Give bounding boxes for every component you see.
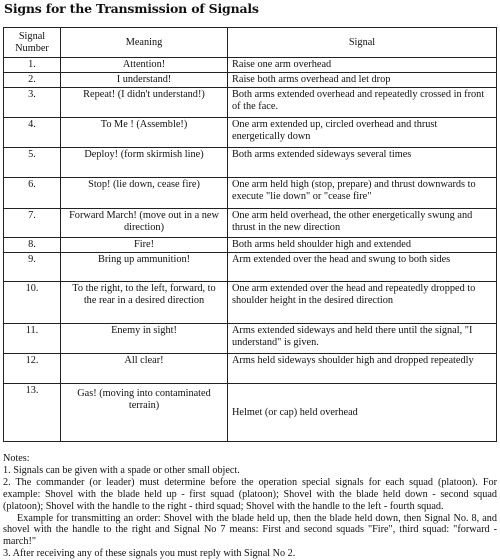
table-row [4,253,497,282]
signal-number-cell: 9. [4,253,61,282]
table-row [4,178,497,209]
signal-cell: Arm extended over the head and swung to both sides [228,253,497,282]
notes-heading: Notes: [3,453,30,464]
signal-cell: Both arms held shoulder high and extended [228,238,497,253]
meaning-cell: Gas! (moving into contaminated terrain) [61,384,228,442]
signal-cell: Raise one arm overhead [228,58,497,73]
note-item: 2. The commander (or leader) must determine before the operation special signals for each squad (platoon). For example: Shovel with the blade held up - first squad (platoon); Shovel with the blade held down - second squad (platoon); Shovel with the handle to the right - third squad; Shovel with the handle to the left - fourth squad. [3,476,497,512]
meaning-cell: Stop! (lie down, cease fire) [61,178,228,209]
signal-number-cell: 7. [4,209,61,238]
signal-cell: One arm held high (stop, prepare) and thrust downwards to execute "lie down" or "cease fire" [228,178,497,209]
table-row [4,282,497,324]
signal-number-cell: 6. [4,178,61,209]
column-header-signal: Signal [228,28,497,58]
table-row [4,209,497,238]
notes-section [3,453,497,560]
note-item: 1. Signals can be given with a spade or other small object. [3,464,240,476]
signal-number-cell: 10. [4,282,61,324]
note-example: Example for transmitting an order: Shovel with the blade held up, then the blade held down, then Signal No. 8, and shovel with the handle to the right and Signal No 7 means: First and second squads "Fire", third squad: "forward - march!" [3,512,497,548]
page-title: Signs for the Transmission of Signals [4,1,259,16]
signal-cell: Arms extended sideways and held there until the signal, "I understand" is given. [228,324,497,354]
table-row [4,354,497,384]
meaning-cell: To the right, to the left, forward, to the rear in a desired direction [61,282,228,324]
meaning-cell: Enemy in sight! [61,324,228,354]
table-row [4,118,497,148]
signal-number-cell: 13. [4,384,61,442]
signals-table [3,27,497,442]
signal-cell: Helmet (or cap) held overhead [228,384,497,442]
meaning-cell: Repeat! (I didn't understand!) [61,88,228,118]
signal-cell: Arms held sideways shoulder high and dropped repeatedly [228,354,497,384]
signal-cell: Raise both arms overhead and let drop [228,73,497,88]
table-row [4,384,497,442]
meaning-cell: Forward March! (move out in a new direction) [61,209,228,238]
table-row [4,324,497,354]
signal-cell: One arm extended over the head and repeatedly dropped to shoulder height in the desired direction [228,282,497,324]
meaning-cell: To Me ! (Assemble!) [61,118,228,148]
signal-number-cell: 5. [4,148,61,178]
signal-number-cell: 12. [4,354,61,384]
table-row [4,73,497,88]
signal-number-cell: 3. [4,88,61,118]
meaning-cell: Bring up ammunition! [61,253,228,282]
signal-cell: One arm extended up, circled overhead and thrust energetically down [228,118,497,148]
table-row [4,88,497,118]
table-row [4,148,497,178]
signal-number-cell: 2. [4,73,61,88]
column-header-meaning: Meaning [61,28,228,58]
table-header-row [4,28,497,58]
table-row [4,58,497,73]
signal-number-cell: 11. [4,324,61,354]
signal-number-cell: 8. [4,238,61,253]
meaning-cell: All clear! [61,354,228,384]
table-row [4,238,497,253]
note-item: 3. After receiving any of these signals you must reply with Signal No 2. [3,548,296,560]
signal-cell: One arm held overhead, the other energetically swung and thrust in the new direction [228,209,497,238]
meaning-cell: Attention! [61,58,228,73]
column-header-signal-number: Signal Number [4,28,61,58]
signal-cell: Both arms extended sideways several times [228,148,497,178]
meaning-cell: Deploy! (form skirmish line) [61,148,228,178]
meaning-cell: Fire! [61,238,228,253]
signal-cell: Both arms extended overhead and repeatedly crossed in front of the face. [228,88,497,118]
signal-number-cell: 1. [4,58,61,73]
meaning-cell: I understand! [61,73,228,88]
signal-number-cell: 4. [4,118,61,148]
